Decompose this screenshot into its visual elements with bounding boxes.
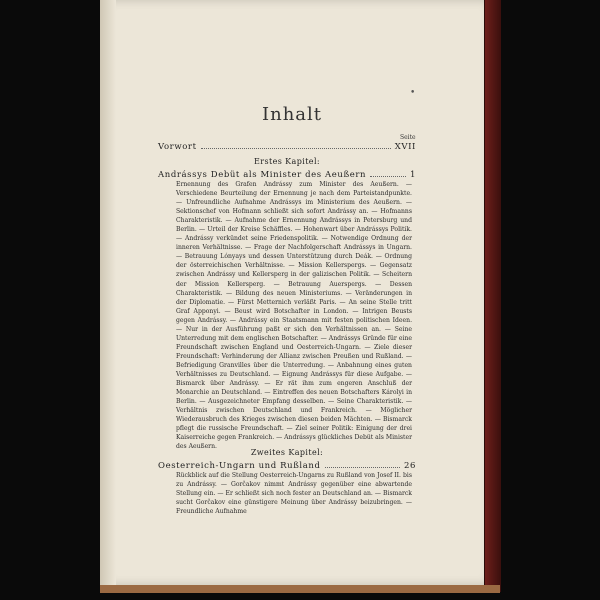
page-title: Inhalt <box>261 104 323 125</box>
page-column-label: Seite <box>400 134 416 141</box>
chapter-summary: Ernennung des Grafen Andrássy zum Minister des Aeußern. — Verschiedene Beurteilung der Ernennung je nach dem Parteistandpunkte. — Unfreundliche Aufnahme Andrássys im Ministerium des Aeußern. — Sektionschef von Hofmann schließt sich sofort Andrássy an. — Hofmanns Charakteristik. — Aufnahme der Ernennung Andrássys in Petersburg und Berlin. — Urteil der Kreise Schäffles. — Hohenwart über Andrássys Politik. — Andrássy verkündet seine Friedenspolitik. — Notwendige Ordnung der inneren Verhältnisse. — Frage der Nachfolgerschaft Andrássys in Ungarn. — Betrauung Lónyays und dessen Unterstützung durch Deák. — Ordnung der österreichischen Verhältnisse. — Mission Kellerspergs. — Gegensatz zwischen Andrássy und Kellersperg in der galizischen Politik. — Scheitern der Mission Kellersperg. — Betrauung Auerspergs. — Dessen Charakteristik. — Bildung des neuen Ministeriums. — Veränderungen in der Diplomatie. — Fürst Metternich verläßt Paris. — An seine Stelle tritt Graf Apponyi. — Beust wird Botschafter in London. — Intrigen Beusts gegen Andrássy. — Andrássy ein Staatsmann mit festen politischen Ideen. — Nur in der Ausführung paßt er sich den Verhältnissen an. — Seine Unterredung mit dem englischen Botschafter. — Andrássys Gründe für eine Freundschaft zwischen England und Oesterreich-Ungarn. — Ziele dieser Freundschaft: Verhinderung der Allianz zwischen Preußen und Rußland. — Befriedigung Granvilles über die Unterredung. — Anbahnung eines guten Verhältnisses zu Deutschland. — Eignung Andrássys für diese Aufgabe. — Bismarck über Andrássy. — Er rät ihm zum engeren Anschluß der Monarchie an Deutschland. — Eintreffen des neuen Botschafters Károlyi in Berlin. — Ausgezeichneter Empfang desselben. — Seine Charakteristik. — Verhältnis zwischen Deutschland und Frankreich. — Möglicher Wiederausbruch des Krieges zwischen diesen beiden Mächten. — Bismarck pflegt die russische Freundschaft. — Ziel seiner Politik: Einigung der drei Kaiserreiche gegen Frankreich. — Andrássys glückliches Debüt als Minister des Aeußern. <box>176 181 412 451</box>
chapter-heading: Zweites Kapitel: <box>250 448 324 457</box>
toc-entry-page: 1 <box>409 170 416 180</box>
leader-dots <box>201 148 391 149</box>
page-gutter <box>100 0 116 585</box>
corner-mark: • <box>410 88 416 98</box>
leader-dots <box>370 176 406 177</box>
chapter-heading: Erstes Kapitel: <box>254 157 320 166</box>
toc-entry-page: XVII <box>394 142 416 152</box>
toc-entry-label: Oesterreich-Ungarn und Rußland <box>158 461 321 471</box>
leader-dots <box>325 467 400 468</box>
toc-entry-foreword <box>158 142 416 152</box>
toc-entry-chapter-2 <box>158 461 416 471</box>
toc-entry-label: Andrássys Debüt als Minister des Aeußern <box>158 170 367 180</box>
chapter-summary: Rückblick auf die Stellung Oesterreich-Ungarns zu Rußland von Josef II. bis zu Andrássy. — Gorčakov nimmt Andrássy gegenüber eine abwartende Stellung ein. — Er schließt sich noch fester an Deutschland an. — Bismarck sucht Gorčakov eine günstigere Meinung über Andrássy beizubringen. — Freundliche Aufnahme <box>176 472 412 516</box>
toc-entry-page: 26 <box>403 461 416 471</box>
toc-entry-label: Vorwort <box>158 142 197 152</box>
book-spine <box>484 0 501 592</box>
toc-entry-chapter-1 <box>158 170 416 180</box>
page-bottom-edge <box>100 585 500 593</box>
